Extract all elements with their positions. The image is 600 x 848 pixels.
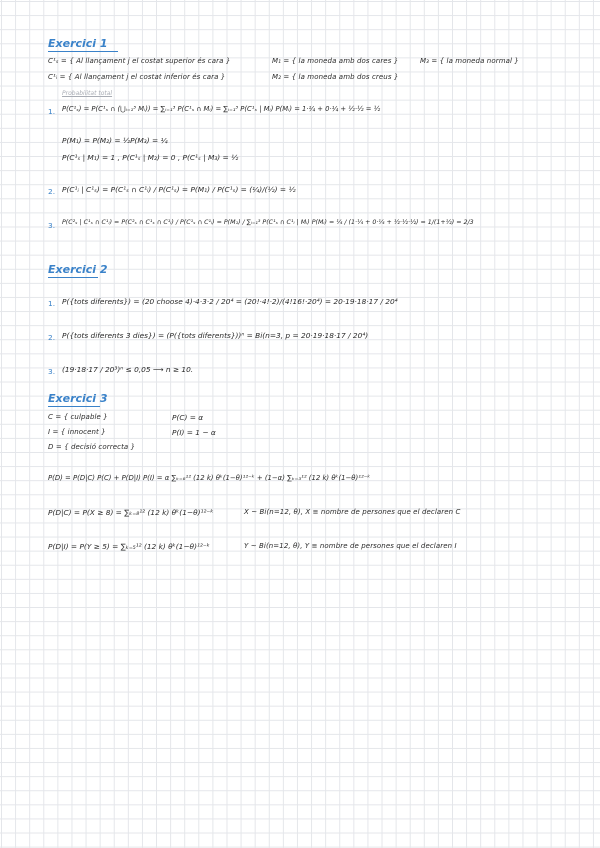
definition-m1: M₁ = { la moneda amb dos cares }: [272, 57, 399, 65]
ex1-item3-label: 3.: [48, 221, 56, 230]
exercise1-heading-underline: [48, 51, 118, 52]
definition-innocent: I = { innocent }: [48, 428, 106, 436]
ex1-item1-label: 1.: [48, 107, 56, 116]
ex1-line-b: P(C¹ₛ | M₁) = 1 , P(C¹ₛ | M₂) = 0 , P(C¹ₛ | M₃) = ½: [62, 153, 239, 162]
exercise2-heading-underline: [48, 277, 98, 278]
definition-c2: C¹ᵢ = { Al llançament j el costat inferior és cara }: [48, 73, 226, 81]
ex3-line-pd: P(D) = P(D|C) P(C) + P(D|I) P(I) = α ∑ₖ₌₈¹² (12 k) θᵏ(1−θ)¹²⁻ᵏ + (1−α) ∑ₖ₌₃¹² (12 k) θᵏ(1−θ)¹²⁻ᵏ: [48, 474, 371, 482]
definition-culpable: C = { culpable }: [48, 413, 108, 421]
ex2-item3-label: 3.: [48, 367, 56, 376]
prob-innocent: P(I) = 1 − α: [172, 428, 216, 437]
definition-c1: C¹ₛ = { Al llançament j el costat superior és cara }: [48, 57, 231, 65]
ex3-note-y: Y ~ Bi(n=12, θ), Y ≡ nombre de persones que el declaren I: [244, 542, 457, 550]
ex3-line-pdc: P(D|C) = P(X ≥ 8) = ∑ₖ₌₈¹² (12 k) θᵏ(1−θ)¹²⁻ᵏ: [48, 508, 214, 517]
exercise1-heading: Exercici 1: [48, 37, 108, 50]
definition-m2: M₂ = { la moneda amb dos creus }: [272, 73, 399, 81]
ex2-item2-label: 2.: [48, 333, 56, 342]
prob-culpable: P(C) = α: [172, 413, 204, 422]
ex1-item1-formula: P(C¹ₛ) = P(C¹ₛ ∩ (⋃ᵢ₌₁³ Mᵢ)) = ∑ᵢ₌₁³ P(C¹ₛ ∩ Mᵢ) = ∑ᵢ₌₁³ P(C¹ₛ | Mᵢ) P(Mᵢ) = 1·¼ + 0·¼ + ½·½ = ½: [62, 105, 381, 113]
ex1-item2-formula: P(C¹ᵢ | C¹ₛ) = P(C¹ₛ ∩ C¹ᵢ) / P(C¹ₛ) = P(M₁) / P(C¹ₛ) = (¼)/(½) = ½: [62, 185, 296, 194]
ex1-line-a: P(M₁) = P(M₂) = ½P(M₃) = ¼: [62, 136, 168, 145]
definition-correct-decision: D = { decisió correcta }: [48, 443, 136, 451]
ex2-item1-formula: P({tots diferents}) = (20 choose 4)·4·3·2 / 20⁴ = (20!·4!·2)/(4!16!·20⁴) = 20·19·18·17 / 20⁴: [62, 297, 398, 306]
exercise3-heading-underline: [48, 406, 100, 407]
ex1-item2-label: 2.: [48, 187, 56, 196]
ex1-item3-formula: P(C²ₛ | C¹ₛ ∩ C¹ᵢ) = P(C²ₛ ∩ C¹ₛ ∩ C¹ᵢ) / P(C¹ₛ ∩ C¹ᵢ) = P(M₁) / ∑ᵢ₌₁³ P(C¹ₛ ∩ C¹ᵢ | Mᵢ) P(Mᵢ) = ¼ / (1·¼ + 0·¼ + ½·½·½) = 1/(1+½) = 2/3: [62, 219, 474, 226]
ex2-item1-label: 1.: [48, 299, 56, 308]
ex2-item3-formula: (19·18·17 / 20³)ⁿ ≤ 0,05 ⟶ n ≥ 10.: [62, 365, 194, 374]
ex3-line-pdi: P(D|I) = P(Y ≥ 5) = ∑ₖ₌₅¹² (12 k) θᵏ(1−θ)¹²⁻ᵏ: [48, 542, 210, 551]
exercise3-heading: Exercici 3: [48, 392, 108, 405]
note-total-probability: Probabilitat total: [62, 90, 113, 97]
ex2-item2-formula: P({tots diferents 3 dies}) = (P({tots diferents}))ⁿ = Bi(n=3, p = 20·19·18·17 / 20⁴): [62, 331, 369, 340]
definition-m3: M₃ = { la moneda normal }: [420, 57, 519, 65]
ex3-note-x: X ~ Bi(n=12, θ), X ≡ nombre de persones que el declaren C: [244, 508, 461, 516]
exercise2-heading: Exercici 2: [48, 263, 108, 276]
